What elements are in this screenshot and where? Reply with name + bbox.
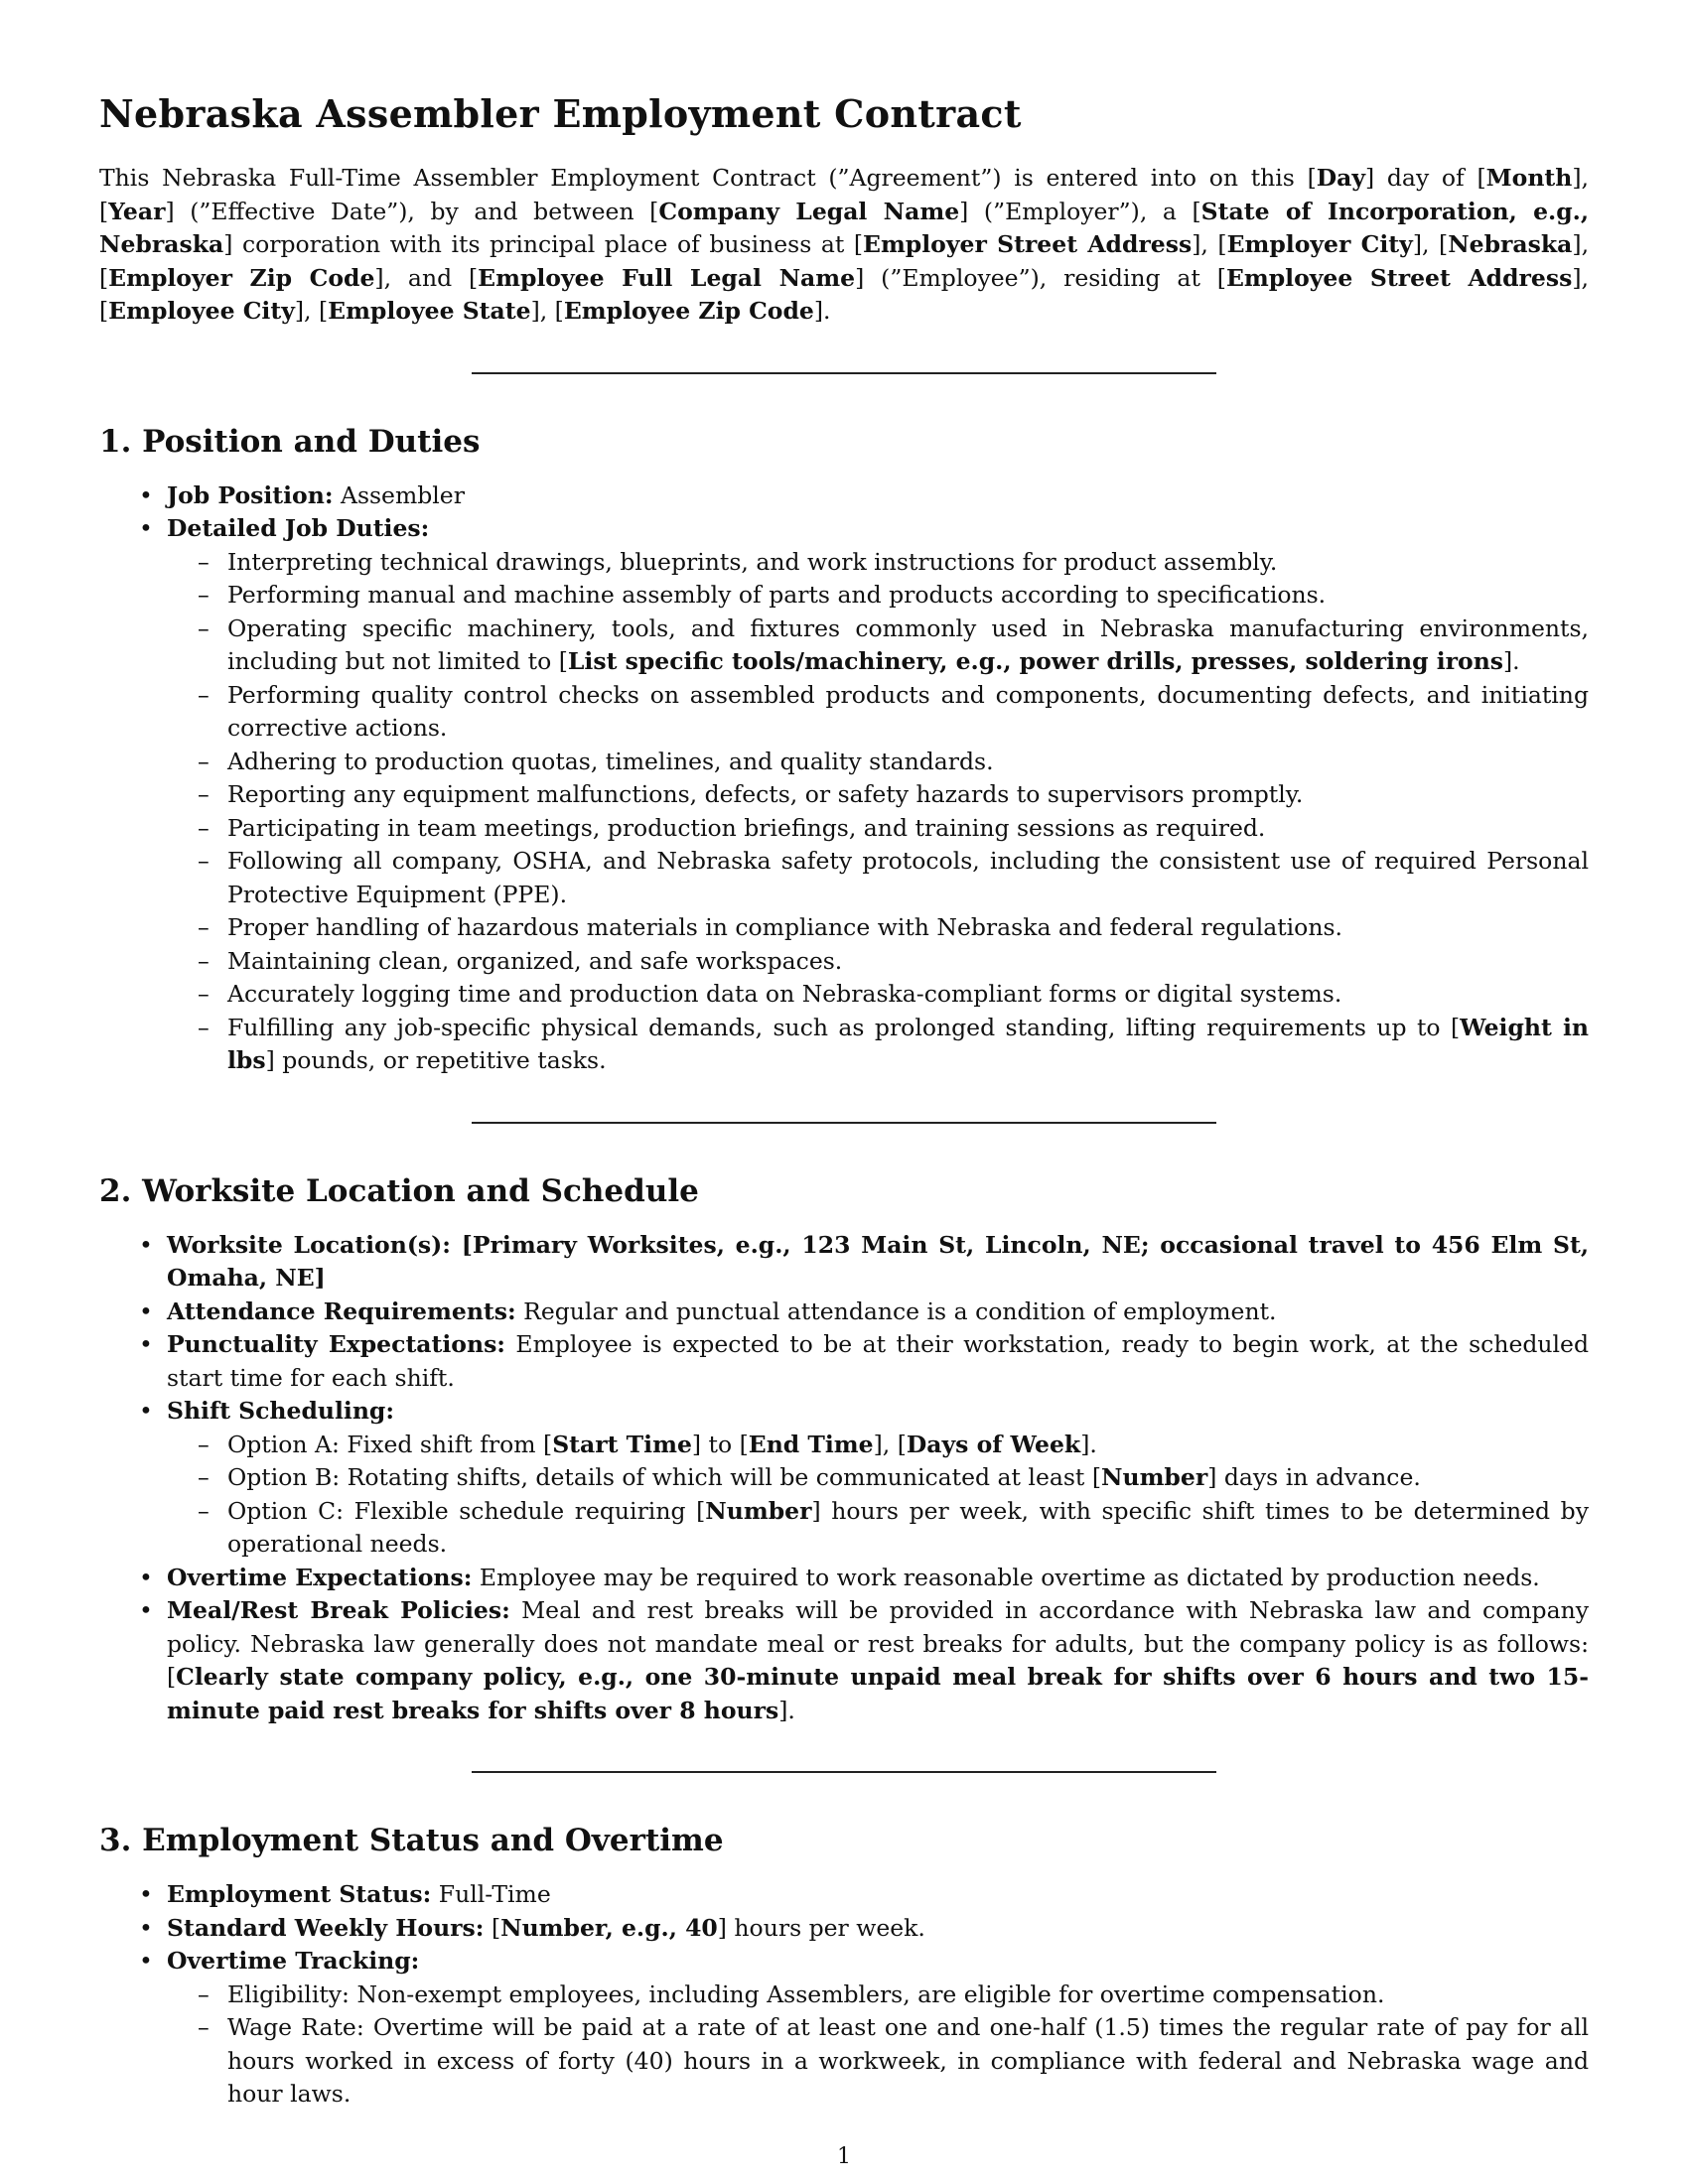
text-run: Interpreting technical drawings, blueprints, and work instructions for product assembly. bbox=[227, 547, 1278, 576]
sub-list-item bbox=[227, 945, 1589, 979]
sub-list bbox=[167, 1979, 1589, 2112]
text-run: Wage Rate: Overtime will be paid at a rate of at least one and one-half (1.5) times the regular rate of pay for all hours worked in excess of forty (40) hours in a workweek, in compliance with federal and Nebraska wage and hour laws. bbox=[227, 2013, 1589, 2108]
item-label: Punctuality Expectations: bbox=[167, 1330, 505, 1358]
placeholder-field: Employee State bbox=[328, 297, 531, 325]
sub-list-item bbox=[227, 845, 1589, 911]
list-item bbox=[167, 479, 1589, 513]
text-run: ]. bbox=[813, 297, 831, 325]
text-run: This Nebraska Full-Time Assembler Employment Contract (”Agreement”) is entered into on this [ bbox=[99, 164, 1317, 192]
text-run: ] (”Employee”), residing at [ bbox=[855, 263, 1226, 292]
item-label: Employment Status: bbox=[167, 1880, 432, 1908]
item-label: Overtime Expectations: bbox=[167, 1563, 473, 1591]
placeholder-field: Number, e.g., 40 bbox=[500, 1913, 718, 1942]
text-run: [ bbox=[484, 1913, 501, 1942]
text-run: ] days in advance. bbox=[1207, 1463, 1421, 1491]
placeholder-field: Company Legal Name bbox=[658, 197, 960, 225]
text-run: ], [ bbox=[294, 297, 329, 325]
placeholder-field: Nebraska bbox=[1448, 230, 1573, 258]
item-label: Attendance Requirements: bbox=[167, 1297, 516, 1325]
sections-container bbox=[99, 372, 1589, 2112]
text-run: ], [ bbox=[99, 230, 1590, 292]
list-item bbox=[167, 1328, 1589, 1395]
text-run: ] hours per week. bbox=[717, 1913, 925, 1942]
text-run: ]. bbox=[778, 1696, 795, 1724]
item-label: Detailed Job Duties: bbox=[167, 514, 430, 542]
text-run: Option B: Rotating shifts, details of which will be communicated at least [ bbox=[227, 1463, 1101, 1491]
list-item bbox=[167, 1594, 1589, 1727]
text-run: ] pounds, or repetitive tasks. bbox=[265, 1046, 607, 1074]
placeholder-field: List specific tools/machinery, e.g., power drills, presses, soldering irons bbox=[567, 647, 1504, 675]
text-run: Operating specific machinery, tools, and fixtures commonly used in Nebraska manufacturing environments, including but not limited to [ bbox=[227, 614, 1589, 675]
sub-list-item bbox=[227, 812, 1589, 846]
list-item bbox=[167, 1296, 1589, 1329]
text-run: ], [ bbox=[873, 1430, 907, 1458]
placeholder-field: [Primary Worksites, e.g., 123 Main St, Lincoln, NE; occasional travel to 456 Elm St, Omaha, NE] bbox=[167, 1230, 1589, 1292]
text-run: Full-Time bbox=[431, 1880, 551, 1908]
text-run: Proper handling of hazardous materials in compliance with Nebraska and federal regulations. bbox=[227, 913, 1342, 941]
list-item bbox=[167, 512, 1589, 1078]
placeholder-field: Employer City bbox=[1226, 230, 1413, 258]
text-run: Employee is expected to be at their workstation, ready to begin work, at the scheduled start time for each shift. bbox=[167, 1330, 1589, 1392]
intro-paragraph bbox=[99, 162, 1589, 329]
item-label: Job Position: bbox=[167, 480, 334, 509]
placeholder-field: Days of Week bbox=[906, 1430, 1081, 1458]
list-item bbox=[167, 1395, 1589, 1562]
sub-list-item bbox=[227, 679, 1589, 746]
list-item bbox=[167, 1229, 1589, 1296]
sub-list-item bbox=[227, 1495, 1589, 1562]
placeholder-field: Weight in lbs bbox=[227, 1013, 1589, 1074]
item-label: Standard Weekly Hours: bbox=[167, 1913, 485, 1942]
sub-list-item bbox=[227, 613, 1589, 679]
text-run: Meal and rest breaks will be provided in accordance with Nebraska law and company policy. Nebraska law generally does not mandate meal or rest breaks for adults, but the company policy is as follows: [ bbox=[167, 1596, 1590, 1691]
text-run: Regular and punctual attendance is a condition of employment. bbox=[515, 1297, 1277, 1325]
section-divider bbox=[472, 1771, 1216, 1773]
text-run: Option C: Flexible schedule requiring [ bbox=[227, 1496, 706, 1525]
sub-list-item bbox=[227, 579, 1589, 613]
list-item bbox=[167, 1562, 1589, 1595]
placeholder-field: Employee Street Address bbox=[1225, 263, 1573, 292]
sub-list-item bbox=[227, 1979, 1589, 2012]
bullet-list bbox=[99, 1229, 1589, 1728]
placeholder-field: Clearly state company policy, e.g., one 30-minute unpaid meal break for shifts over 6 hours and two 15-minute paid rest breaks for shifts over 8 hours bbox=[167, 1663, 1589, 1724]
list-item bbox=[167, 1912, 1589, 1946]
text-run: Eligibility: Non-exempt employees, including Assemblers, are eligible for overtime compensation. bbox=[227, 1979, 1385, 2008]
document-title: Nebraska Assembler Employment Contract bbox=[99, 91, 1022, 136]
placeholder-field: Employer Street Address bbox=[863, 230, 1193, 258]
sub-list-item bbox=[227, 1429, 1589, 1462]
sub-list bbox=[167, 1429, 1589, 1562]
item-label: Shift Scheduling: bbox=[167, 1397, 395, 1425]
sub-list-item bbox=[227, 1012, 1589, 1078]
placeholder-field: Employee Zip Code bbox=[563, 297, 814, 325]
text-run: ], [ bbox=[99, 164, 1589, 225]
text-run: ] (”Employer”), a [ bbox=[959, 197, 1201, 225]
section-heading: 2. Worksite Location and Schedule bbox=[99, 1172, 699, 1209]
placeholder-field: Day bbox=[1316, 164, 1366, 192]
text-run: Performing manual and machine assembly of parts and products according to specifications. bbox=[227, 581, 1327, 609]
section-divider bbox=[472, 372, 1216, 374]
page-number: 1 bbox=[837, 2144, 851, 2169]
sub-list bbox=[167, 546, 1589, 1078]
placeholder-field: Year bbox=[108, 197, 166, 225]
sub-list-item bbox=[227, 746, 1589, 779]
bullet-list bbox=[99, 479, 1589, 1078]
text-run: ], [ bbox=[1192, 230, 1227, 258]
placeholder-field: End Time bbox=[748, 1430, 874, 1458]
placeholder-field: Start Time bbox=[552, 1430, 692, 1458]
text-run: Assembler bbox=[333, 480, 465, 509]
text-run: Adhering to production quotas, timelines, and quality standards. bbox=[227, 747, 994, 775]
placeholder-field: Month bbox=[1485, 164, 1573, 192]
text-run: Reporting any equipment malfunctions, defects, or safety hazards to supervisors promptly. bbox=[227, 780, 1304, 808]
item-label: Worksite Location(s): bbox=[167, 1230, 451, 1259]
text-run: ], [ bbox=[530, 297, 564, 325]
text-run: ]. bbox=[1080, 1430, 1097, 1458]
section-heading: 3. Employment Status and Overtime bbox=[99, 1823, 724, 1858]
placeholder-field: Employee City bbox=[108, 297, 295, 325]
text-run: Following all company, OSHA, and Nebraska safety protocols, including the consistent use of required Personal Protective Equipment (PPE). bbox=[227, 847, 1589, 908]
placeholder-field: Employee Full Legal Name bbox=[478, 263, 856, 292]
item-label: Overtime Tracking: bbox=[167, 1947, 420, 1975]
list-item bbox=[167, 1945, 1589, 2112]
sub-list-item bbox=[227, 2011, 1589, 2112]
section-divider bbox=[472, 1122, 1216, 1124]
text-run: ]. bbox=[1503, 647, 1520, 675]
text-run: Employee may be required to work reasonable overtime as dictated by production needs. bbox=[472, 1563, 1540, 1591]
text-run: ], [ bbox=[1412, 230, 1449, 258]
text-run: Performing quality control checks on assembled products and components, documenting defects, and initiating corrective actions. bbox=[227, 680, 1589, 742]
item-label: Meal/Rest Break Policies: bbox=[167, 1596, 510, 1624]
text-run: Fulfilling any job-specific physical demands, such as prolonged standing, lifting requirements up to [ bbox=[227, 1013, 1461, 1041]
sub-list-item bbox=[227, 1461, 1589, 1495]
placeholder-field: Employer Zip Code bbox=[108, 263, 375, 292]
sub-list-item bbox=[227, 911, 1589, 945]
sub-list-item bbox=[227, 546, 1589, 580]
document-page bbox=[99, 79, 1589, 2112]
text-run: ] (”Effective Date”), by and between [ bbox=[165, 197, 659, 225]
text-run: Accurately logging time and production data on Nebraska-compliant forms or digital systems. bbox=[227, 980, 1342, 1008]
sub-list-item bbox=[227, 778, 1589, 812]
placeholder-field: Number bbox=[1101, 1463, 1208, 1491]
bullet-list bbox=[99, 1878, 1589, 2112]
text-run: ] to [ bbox=[691, 1430, 749, 1458]
text-run: ], and [ bbox=[374, 263, 479, 292]
placeholder-field: Number bbox=[705, 1496, 812, 1525]
text-run: Participating in team meetings, production briefings, and training sessions as required. bbox=[227, 813, 1266, 842]
placeholder-field: State of Incorporation, e.g., Nebraska bbox=[99, 197, 1589, 258]
sub-list-item bbox=[227, 978, 1589, 1012]
list-item bbox=[167, 1878, 1589, 1912]
section-heading: 1. Position and Duties bbox=[99, 423, 481, 460]
text-run: ] hours per week, with specific shift times to be determined by operational needs. bbox=[227, 1496, 1590, 1558]
text-run: ] corporation with its principal place of business at [ bbox=[223, 230, 864, 258]
text-run: Maintaining clean, organized, and safe workspaces. bbox=[227, 946, 843, 975]
text-run: ], [ bbox=[99, 263, 1589, 325]
text-run: ] day of [ bbox=[1365, 164, 1486, 192]
text-run: Option A: Fixed shift from [ bbox=[227, 1430, 553, 1458]
